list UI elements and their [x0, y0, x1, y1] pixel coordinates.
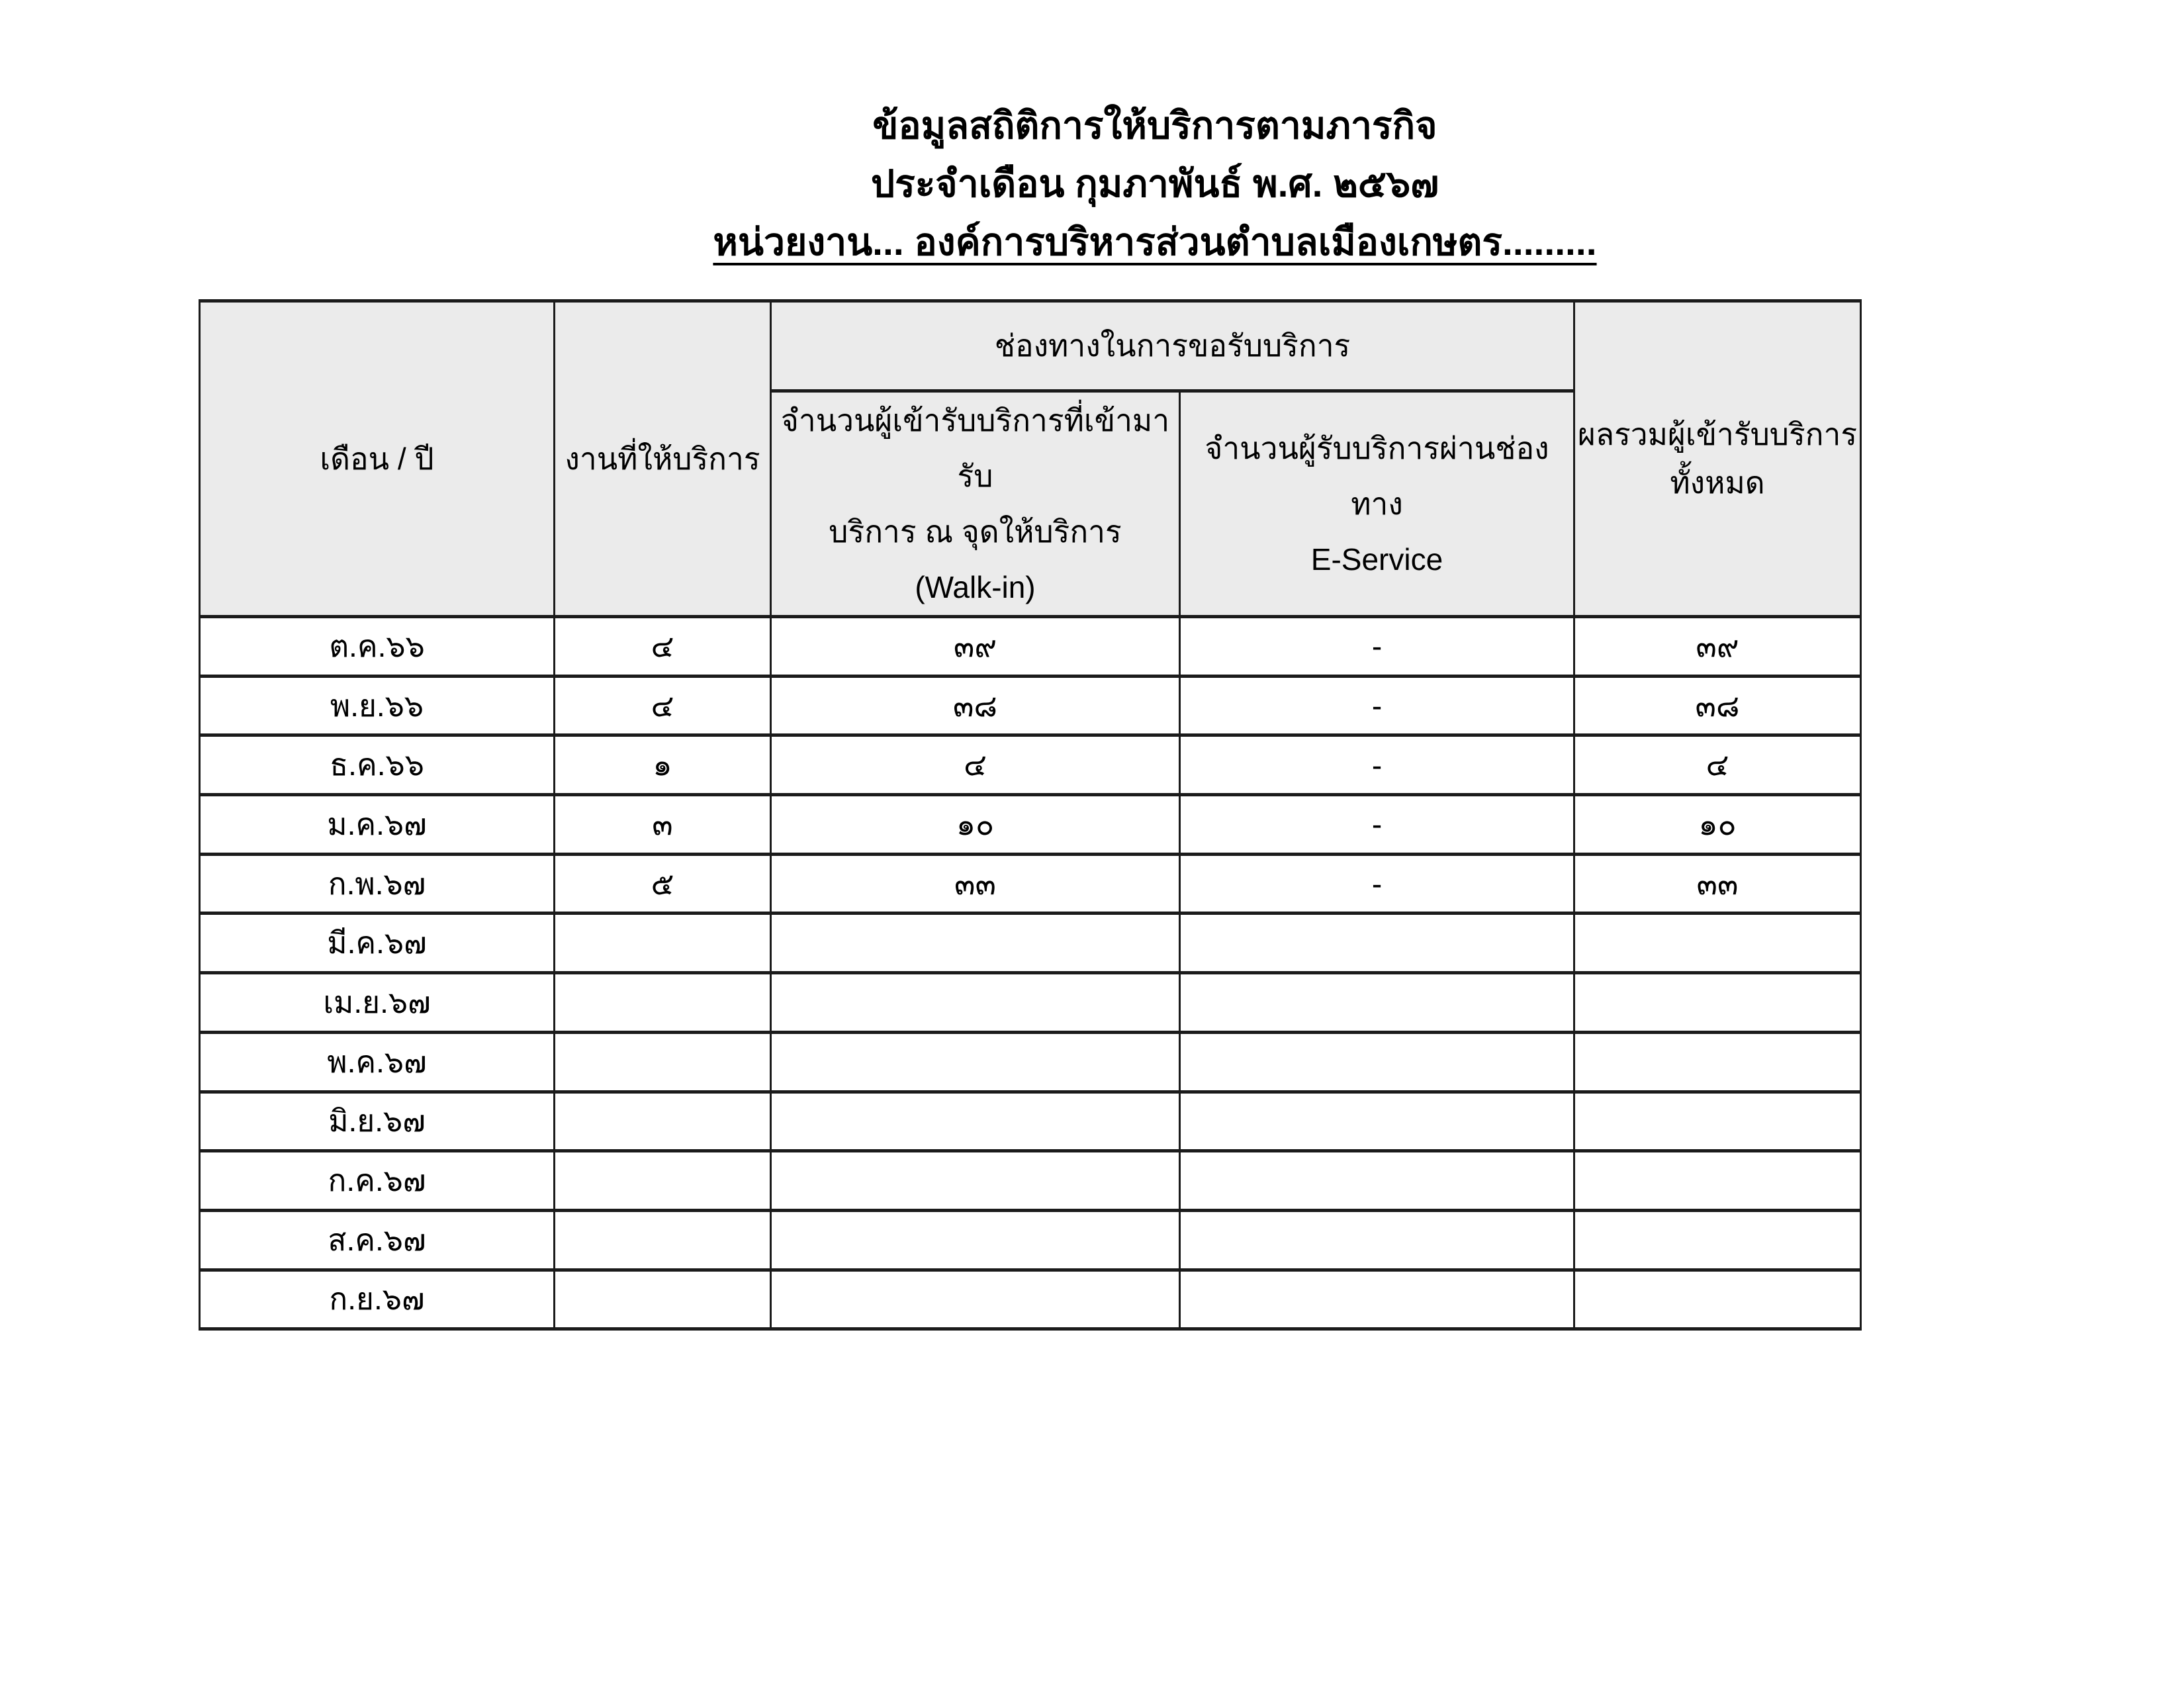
total-header-line1: ผลรวมผู้เข้ารับบริการ — [1577, 417, 1858, 451]
eservice-header-line2: E-Service — [1310, 542, 1443, 577]
cell-eservice — [1180, 1270, 1574, 1329]
cell-eservice — [1180, 914, 1574, 973]
table-header — [200, 301, 1861, 617]
col-header-eservice — [1180, 391, 1574, 617]
col-header-service-work: งานที่ให้บริการ — [555, 301, 771, 617]
table-body — [200, 617, 1861, 1329]
cell-walkin — [771, 1270, 1180, 1329]
cell-month: เม.ย.๖๗ — [200, 973, 555, 1033]
cell-month: พ.ค.๖๗ — [200, 1032, 555, 1092]
cell-total: ๑๐ — [1574, 795, 1861, 855]
table-row — [200, 1151, 1861, 1211]
cell-services: ๑ — [555, 735, 771, 795]
cell-walkin: ๔ — [771, 735, 1180, 795]
cell-eservice: - — [1180, 735, 1574, 795]
walkin-header-line1: จำนวนผู้เข้ารับบริการที่เข้ามารับ — [780, 403, 1170, 493]
title-line-month: ประจำเดือน กุมภาพันธ์ พ.ศ. ๒๕๖๗ — [870, 163, 1439, 205]
cell-total — [1574, 1270, 1861, 1329]
col-header-month-year: เดือน / ปี — [200, 301, 555, 617]
cell-eservice — [1180, 973, 1574, 1033]
cell-walkin — [771, 1092, 1180, 1151]
cell-services — [555, 1270, 771, 1329]
cell-total: ๔ — [1574, 735, 1861, 795]
cell-month: ก.พ.๖๗ — [200, 854, 555, 914]
cell-total: ๓๓ — [1574, 854, 1861, 914]
cell-walkin: ๑๐ — [771, 795, 1180, 855]
title-line-agency: หน่วยงาน... องค์การบริหารส่วนตำบลเมืองเกษตร......... — [713, 221, 1597, 263]
cell-month: ม.ค.๖๗ — [200, 795, 555, 855]
cell-walkin — [771, 973, 1180, 1033]
cell-eservice: - — [1180, 795, 1574, 855]
cell-walkin — [771, 914, 1180, 973]
cell-services — [555, 1210, 771, 1270]
cell-month: มี.ค.๖๗ — [200, 914, 555, 973]
table-row — [200, 1032, 1861, 1092]
cell-walkin — [771, 1032, 1180, 1092]
cell-walkin: ๓๓ — [771, 854, 1180, 914]
cell-eservice — [1180, 1032, 1574, 1092]
cell-month: พ.ย.๖๖ — [200, 676, 555, 735]
title-line-statistics: ข้อมูลสถิติการให้บริการตามภารกิจ — [872, 105, 1437, 147]
walkin-header-line2: บริการ ณ จุดให้บริการ — [829, 514, 1122, 549]
table-row — [200, 676, 1861, 735]
col-header-walkin — [771, 391, 1180, 617]
cell-eservice: - — [1180, 617, 1574, 677]
cell-total — [1574, 1092, 1861, 1151]
cell-total — [1574, 914, 1861, 973]
cell-services — [555, 914, 771, 973]
total-header-line2: ทั้งหมด — [1670, 465, 1765, 500]
cell-eservice — [1180, 1210, 1574, 1270]
cell-walkin: ๓๘ — [771, 676, 1180, 735]
cell-month: ก.ค.๖๗ — [200, 1151, 555, 1211]
cell-month: ต.ค.๖๖ — [200, 617, 555, 677]
table-row — [200, 795, 1861, 855]
cell-month: ก.ย.๖๗ — [200, 1270, 555, 1329]
table-row — [200, 1092, 1861, 1151]
walkin-header-line3: (Walk-in) — [915, 570, 1036, 604]
cell-eservice: - — [1180, 854, 1574, 914]
cell-services — [555, 1032, 771, 1092]
table-row — [200, 1210, 1861, 1270]
cell-eservice: - — [1180, 676, 1574, 735]
cell-walkin — [771, 1151, 1180, 1211]
cell-services — [555, 973, 771, 1033]
cell-services: ๔ — [555, 676, 771, 735]
cell-month: ธ.ค.๖๖ — [200, 735, 555, 795]
col-header-channel-group: ช่องทางในการขอรับบริการ — [771, 301, 1574, 391]
table-row — [200, 973, 1861, 1033]
eservice-header-line1: จำนวนผู้รับบริการผ่านช่องทาง — [1205, 431, 1549, 521]
cell-walkin — [771, 1210, 1180, 1270]
cell-total — [1574, 1151, 1861, 1211]
cell-services: ๔ — [555, 617, 771, 677]
cell-services: ๓ — [555, 795, 771, 855]
cell-total — [1574, 1210, 1861, 1270]
document-title — [63, 97, 2184, 271]
table-row — [200, 735, 1861, 795]
table-row — [200, 617, 1861, 677]
service-statistics-table — [199, 299, 1862, 1331]
cell-services — [555, 1092, 771, 1151]
cell-services: ๕ — [555, 854, 771, 914]
cell-total: ๓๘ — [1574, 676, 1861, 735]
table-row — [200, 1270, 1861, 1329]
table-row — [200, 914, 1861, 973]
cell-services — [555, 1151, 771, 1211]
cell-month: มิ.ย.๖๗ — [200, 1092, 555, 1151]
cell-total — [1574, 973, 1861, 1033]
cell-eservice — [1180, 1151, 1574, 1211]
cell-total: ๓๙ — [1574, 617, 1861, 677]
cell-total — [1574, 1032, 1861, 1092]
cell-walkin: ๓๙ — [771, 617, 1180, 677]
header-row-group — [200, 301, 1861, 391]
cell-month: ส.ค.๖๗ — [200, 1210, 555, 1270]
cell-eservice — [1180, 1092, 1574, 1151]
col-header-total — [1574, 301, 1861, 617]
table-row — [200, 854, 1861, 914]
